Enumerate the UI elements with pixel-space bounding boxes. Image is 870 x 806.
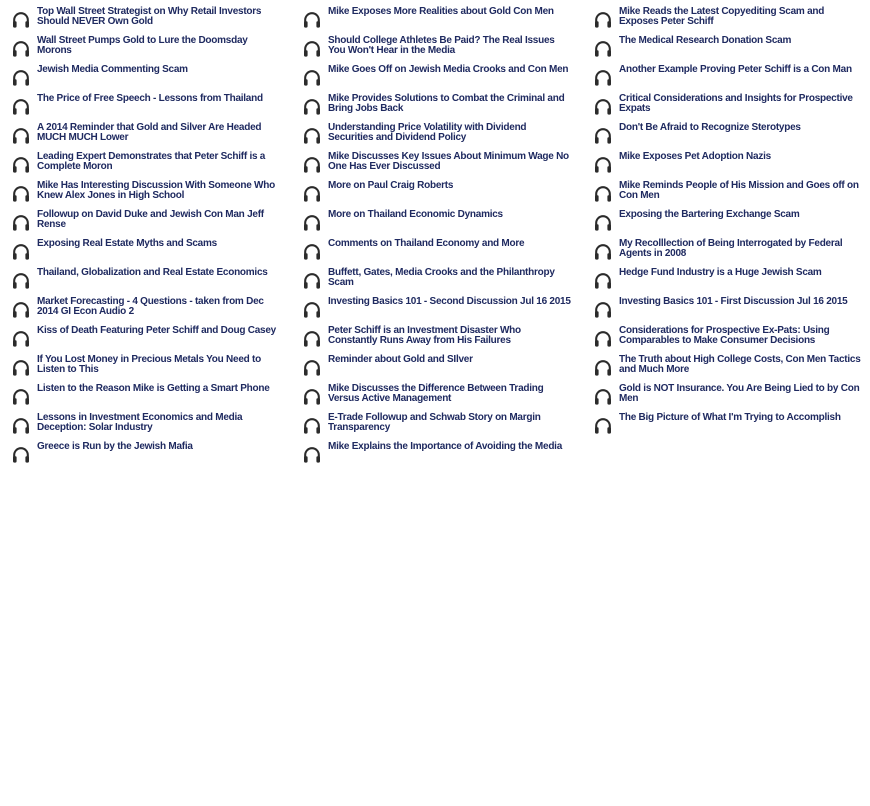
audio-link[interactable] (593, 354, 861, 383)
audio-link-label[interactable]: Mike Discusses Key Issues About Minimum Wage No One Has Ever Discussed (328, 151, 569, 172)
headphones-icon (11, 155, 31, 175)
audio-link-label[interactable]: Mike Reads the Latest Copyediting Scam and Exposes Peter Schiff (619, 6, 825, 27)
headphones-icon (11, 10, 31, 30)
audio-link-label[interactable]: Investing Basics 101 - First Discussion Jul 16 2015 (619, 296, 848, 307)
audio-link[interactable] (302, 122, 593, 151)
headphones-icon (11, 416, 31, 436)
audio-link[interactable] (11, 325, 302, 354)
headphones-icon (11, 242, 31, 262)
audio-link[interactable] (593, 209, 861, 238)
headphones-icon (593, 126, 613, 146)
audio-link[interactable] (593, 35, 861, 64)
audio-link-label[interactable]: Market Forecasting - 4 Questions - taken from Dec 2014 GI Econ Audio 2 (37, 296, 264, 317)
audio-link-label[interactable]: Exposing the Bartering Exchange Scam (619, 209, 800, 220)
headphones-icon (11, 126, 31, 146)
headphones-icon (302, 97, 322, 117)
headphones-icon (593, 10, 613, 30)
headphones-icon (302, 300, 322, 320)
audio-link-label[interactable]: More on Paul Craig Roberts (328, 180, 454, 191)
headphones-icon (11, 300, 31, 320)
audio-link-label[interactable]: Mike Discusses the Difference Between Trading Versus Active Management (328, 383, 544, 404)
audio-link[interactable] (11, 93, 302, 122)
audio-link-label[interactable]: The Big Picture of What I'm Trying to Accomplish (619, 412, 841, 423)
headphones-icon (11, 213, 31, 233)
audio-link[interactable] (302, 180, 593, 209)
headphones-icon (593, 68, 613, 88)
audio-link[interactable] (593, 93, 861, 122)
audio-link[interactable] (302, 93, 593, 122)
audio-link[interactable] (11, 151, 302, 180)
audio-link[interactable] (11, 209, 302, 238)
audio-link[interactable] (593, 267, 861, 296)
headphones-icon (302, 184, 322, 204)
audio-link[interactable] (11, 64, 302, 93)
audio-link-label[interactable]: Comments on Thailand Economy and More (328, 238, 525, 249)
audio-link[interactable] (593, 64, 861, 93)
headphones-icon (11, 445, 31, 465)
audio-link-label[interactable]: Leading Expert Demonstrates that Peter Schiff is a Complete Moron (37, 151, 266, 172)
audio-link-label[interactable]: My Recolllection of Being Interrogated by Federal Agents in 2008 (619, 238, 843, 259)
audio-link[interactable] (302, 35, 593, 64)
audio-link-label[interactable]: Buffett, Gates, Media Crooks and the Philanthropy Scam (328, 267, 555, 288)
audio-link-label[interactable]: Reminder about Gold and SIlver (328, 354, 473, 365)
audio-link[interactable] (11, 267, 302, 296)
audio-link-label[interactable]: The Truth about High College Costs, Con Men Tactics and Much More (619, 354, 861, 375)
headphones-icon (302, 213, 322, 233)
audio-link-label[interactable]: If You Lost Money in Precious Metals You Need to Listen to This (37, 354, 261, 375)
headphones-icon (593, 184, 613, 204)
audio-link[interactable] (11, 296, 302, 325)
audio-link[interactable] (302, 238, 593, 267)
headphones-icon (593, 242, 613, 262)
audio-link-label[interactable]: The Medical Research Donation Scam (619, 35, 792, 46)
audio-link-label[interactable]: Mike Has Interesting Discussion With Someone Who Knew Alex Jones in High School (37, 180, 275, 201)
audio-link-label[interactable]: Considerations for Prospective Ex-Pats: Using Comparables to Make Consumer Decisions (619, 325, 830, 346)
audio-link-label[interactable]: Greece is Run by the Jewish Mafia (37, 441, 193, 452)
audio-link-label[interactable]: Should College Athletes Be Paid? The Real Issues You Won't Hear in the Media (328, 35, 555, 56)
headphones-icon (593, 358, 613, 378)
audio-link[interactable] (593, 238, 861, 267)
audio-link[interactable] (593, 180, 861, 209)
audio-link[interactable] (302, 325, 593, 354)
headphones-icon (302, 126, 322, 146)
empty-cell (593, 441, 861, 470)
headphones-icon (302, 416, 322, 436)
audio-link-label[interactable]: A 2014 Reminder that Gold and Silver Are Headed MUCH MUCH Lower (37, 122, 262, 143)
audio-link[interactable] (593, 412, 861, 441)
audio-link[interactable] (11, 441, 302, 470)
headphones-icon (593, 97, 613, 117)
audio-link-label[interactable]: Lessons in Investment Economics and Media Deception: Solar Industry (37, 412, 243, 433)
audio-link[interactable] (11, 6, 302, 35)
audio-link-label[interactable]: E-Trade Followup and Schwab Story on Margin Transparency (328, 412, 541, 433)
audio-link-label[interactable]: Critical Considerations and Insights for Prospective Expats (619, 93, 853, 114)
audio-link-label[interactable]: Kiss of Death Featuring Peter Schiff and Doug Casey (37, 325, 276, 336)
audio-link-label[interactable]: Mike Exposes More Realities about Gold Con Men (328, 6, 554, 17)
headphones-icon (302, 358, 322, 378)
audio-link-label[interactable]: Don't Be Afraid to Recognize Sterotypes (619, 122, 801, 133)
headphones-icon (11, 358, 31, 378)
audio-link[interactable] (302, 441, 593, 470)
audio-link[interactable] (593, 383, 861, 412)
headphones-icon (593, 155, 613, 175)
headphones-icon (11, 39, 31, 59)
headphones-icon (11, 329, 31, 349)
audio-link[interactable] (593, 122, 861, 151)
audio-link[interactable] (593, 151, 861, 180)
audio-link[interactable] (593, 325, 861, 354)
audio-link[interactable] (11, 383, 302, 412)
headphones-icon (593, 271, 613, 291)
audio-link[interactable] (302, 383, 593, 412)
audio-link-label[interactable]: Listen to the Reason Mike is Getting a Smart Phone (37, 383, 270, 394)
audio-link-label[interactable]: Jewish Media Commenting Scam (37, 64, 188, 75)
audio-link-label[interactable]: Thailand, Globalization and Real Estate Economics (37, 267, 268, 278)
audio-link-label[interactable]: Mike Explains the Importance of Avoiding the Media (328, 441, 563, 452)
audio-link[interactable] (11, 238, 302, 267)
audio-link-label[interactable]: Understanding Price Volatility with Dividend Securities and Dividend Policy (328, 122, 527, 143)
headphones-icon (302, 329, 322, 349)
headphones-icon (11, 97, 31, 117)
headphones-icon (593, 213, 613, 233)
audio-link[interactable] (11, 412, 302, 441)
headphones-icon (593, 300, 613, 320)
audio-link-label[interactable]: Investing Basics 101 - Second Discussion Jul 16 2015 (328, 296, 571, 307)
audio-link-label[interactable]: Hedge Fund Industry is a Huge Jewish Scam (619, 267, 822, 278)
audio-list (11, 6, 861, 470)
audio-link-label[interactable]: Peter Schiff is an Investment Disaster Who Constantly Runs Away from His Failures (328, 325, 521, 346)
audio-link[interactable] (11, 180, 302, 209)
headphones-icon (11, 387, 31, 407)
audio-link-label[interactable]: Another Example Proving Peter Schiff is a Con Man (619, 64, 852, 75)
audio-link[interactable] (302, 296, 593, 325)
audio-link[interactable] (11, 122, 302, 151)
audio-link[interactable] (11, 35, 302, 64)
audio-link[interactable] (11, 354, 302, 383)
audio-link-label[interactable]: Mike Exposes Pet Adoption Nazis (619, 151, 771, 162)
audio-link-label[interactable]: Gold is NOT Insurance. You Are Being Lied to by Con Men (619, 383, 860, 404)
audio-link[interactable] (593, 6, 861, 35)
audio-link[interactable] (302, 64, 593, 93)
headphones-icon (302, 271, 322, 291)
headphones-icon (593, 387, 613, 407)
headphones-icon (302, 39, 322, 59)
audio-link[interactable] (302, 6, 593, 35)
audio-link-label[interactable]: Followup on David Duke and Jewish Con Man Jeff Rense (37, 209, 264, 230)
headphones-icon (302, 155, 322, 175)
audio-link[interactable] (302, 151, 593, 180)
headphones-icon (302, 445, 322, 465)
audio-link[interactable] (302, 267, 593, 296)
audio-link-label[interactable]: The Price of Free Speech - Lessons from Thailand (37, 93, 263, 104)
headphones-icon (302, 10, 322, 30)
audio-link[interactable] (302, 209, 593, 238)
audio-link-label[interactable]: Exposing Real Estate Myths and Scams (37, 238, 217, 249)
headphones-icon (593, 39, 613, 59)
audio-link-label[interactable]: Mike Reminds People of His Mission and Goes off on Con Men (619, 180, 859, 201)
headphones-icon (11, 271, 31, 291)
headphones-icon (302, 68, 322, 88)
headphones-icon (302, 387, 322, 407)
audio-link[interactable] (302, 354, 593, 383)
audio-link[interactable] (302, 412, 593, 441)
audio-link-label[interactable]: Top Wall Street Strategist on Why Retail Investors Should NEVER Own Gold (37, 6, 262, 27)
audio-link[interactable] (593, 296, 861, 325)
headphones-icon (593, 416, 613, 436)
headphones-icon (302, 242, 322, 262)
headphones-icon (11, 184, 31, 204)
headphones-icon (593, 329, 613, 349)
headphones-icon (11, 68, 31, 88)
audio-link-label[interactable]: More on Thailand Economic Dynamics (328, 209, 503, 220)
audio-link-label[interactable]: Mike Provides Solutions to Combat the Criminal and Bring Jobs Back (328, 93, 565, 114)
audio-link-label[interactable]: Mike Goes Off on Jewish Media Crooks and Con Men (328, 64, 569, 75)
audio-link-label[interactable]: Wall Street Pumps Gold to Lure the Doomsday Morons (37, 35, 248, 56)
